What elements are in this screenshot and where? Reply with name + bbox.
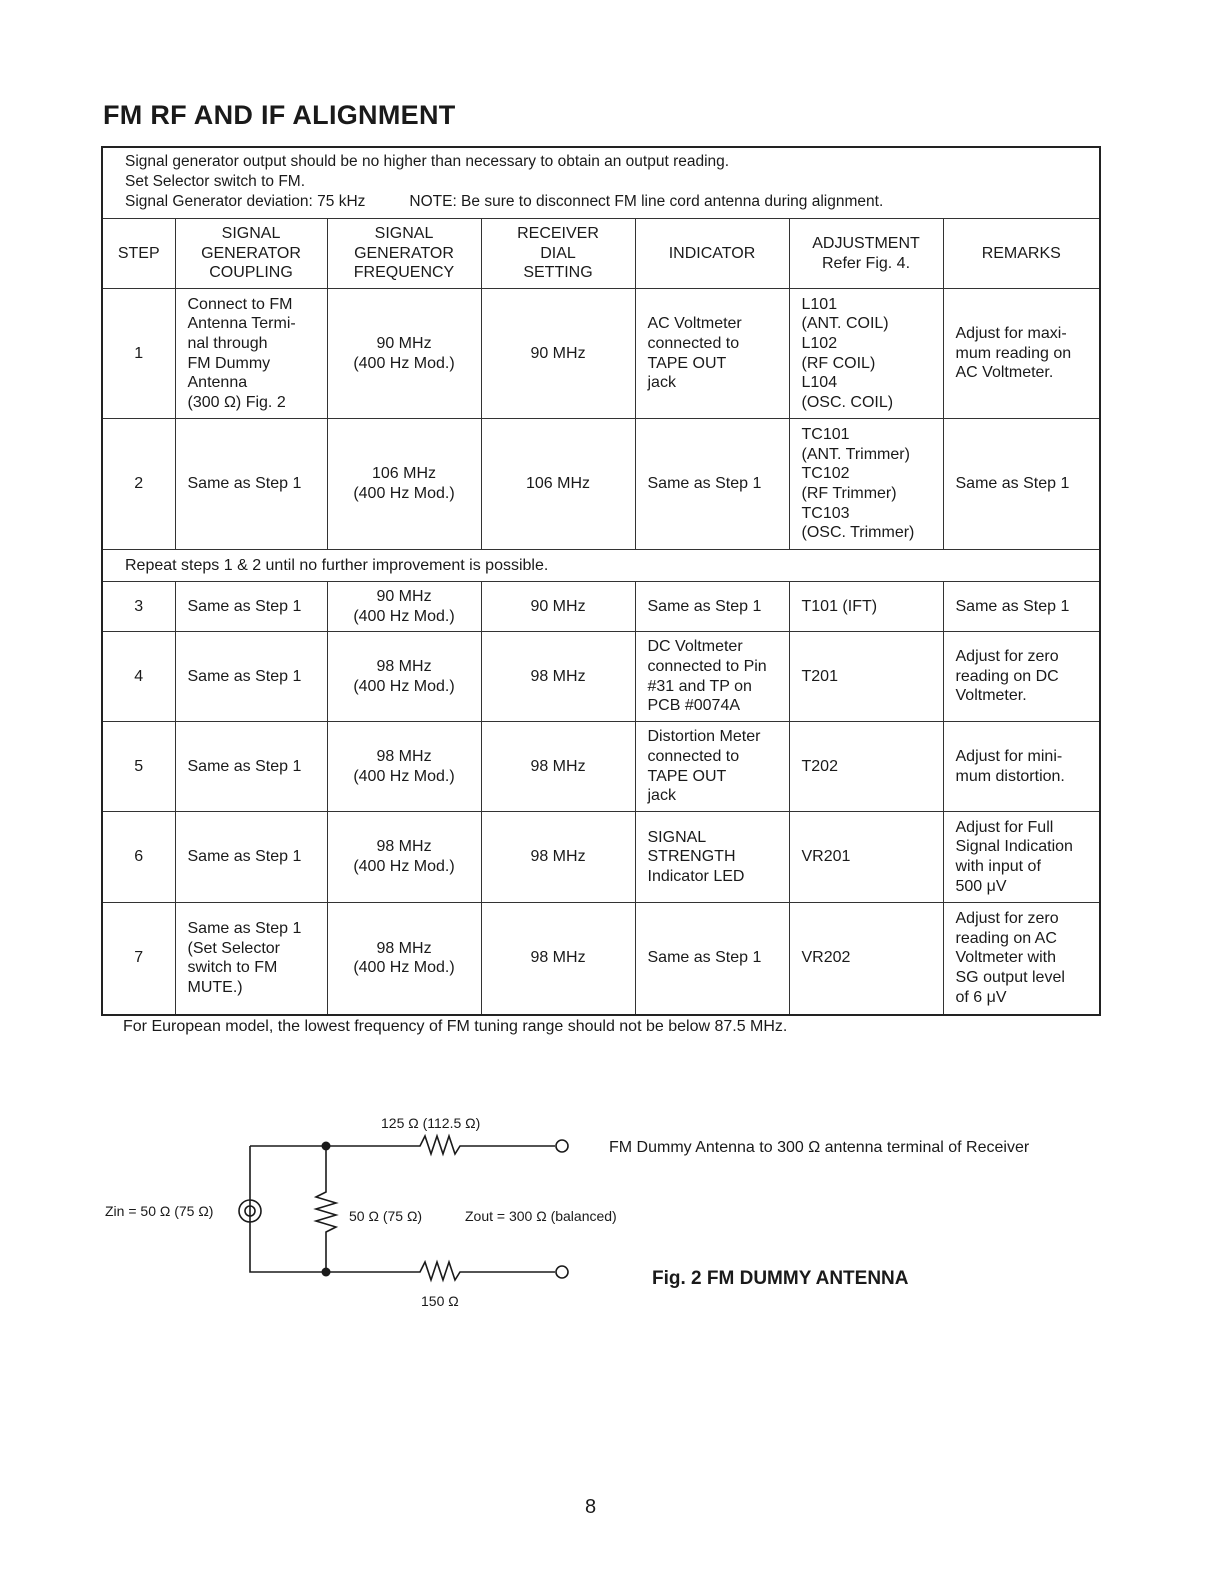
cell-dial: 98 MHz [481, 632, 635, 722]
cell-indicator: DC Voltmeter connected to Pin #31 and TP on PCB #0074A [635, 632, 789, 722]
table-span-row [103, 550, 1099, 582]
cell-coupling: Same as Step 1 [175, 812, 327, 903]
table-row [103, 903, 1099, 1014]
page-number: 8 [585, 1496, 597, 1518]
cell-remarks: Same as Step 1 [943, 582, 1099, 632]
cell-dial: 98 MHz [481, 722, 635, 812]
cell-adjustment: T202 [789, 722, 943, 812]
cell-step: 1 [103, 289, 175, 419]
cell-remarks: Adjust for zero reading on AC Voltmeter with SG output level of 6 μV [943, 903, 1099, 1014]
cell-remarks: Adjust for maxi- mum reading on AC Voltmeter. [943, 289, 1099, 419]
output-terminal-bottom [556, 1266, 568, 1278]
cell-adjustment: L101 (ANT. COIL) L102 (RF COIL) L104 (OSC. COIL) [789, 289, 943, 419]
table-row [103, 289, 1099, 419]
cell-indicator: Same as Step 1 [635, 419, 789, 550]
header-coupling: SIGNAL GENERATOR COUPLING [175, 219, 327, 289]
instruction-notes [103, 148, 1099, 218]
header-dial-setting: RECEIVER DIAL SETTING [481, 219, 635, 289]
cell-frequency: 98 MHz (400 Hz Mod.) [327, 632, 481, 722]
cell-adjustment: VR201 [789, 812, 943, 903]
note-deviation [125, 192, 1089, 212]
label-zin: Zin = 50 Ω (75 Ω) [105, 1203, 214, 1219]
repeat-steps-note: Repeat steps 1 & 2 until no further improvement is possible. [103, 550, 1099, 582]
cell-remarks: Adjust for mini- mum distortion. [943, 722, 1099, 812]
cell-frequency: 90 MHz (400 Hz Mod.) [327, 582, 481, 632]
header-remarks: REMARKS [943, 219, 1099, 289]
label-r-top: 125 Ω (112.5 Ω) [381, 1115, 481, 1131]
cell-adjustment: T201 [789, 632, 943, 722]
table-row [103, 632, 1099, 722]
figure-caption: Fig. 2 FM DUMMY ANTENNA [652, 1268, 909, 1289]
label-zout: Zout = 300 Ω (balanced) [465, 1208, 617, 1224]
resistor-top-symbol [326, 1136, 555, 1154]
junction-bottom [322, 1268, 331, 1277]
table-row [103, 722, 1099, 812]
cell-indicator: Same as Step 1 [635, 582, 789, 632]
cell-frequency: 90 MHz (400 Hz Mod.) [327, 289, 481, 419]
cell-adjustment: VR202 [789, 903, 943, 1014]
output-terminal-top [556, 1140, 568, 1152]
page-title: FM RF AND IF ALIGNMENT [103, 100, 456, 130]
cell-frequency: 98 MHz (400 Hz Mod.) [327, 722, 481, 812]
cell-adjustment: TC101 (ANT. Trimmer) TC102 (RF Trimmer) TC103 (OSC. Trimmer) [789, 419, 943, 550]
cell-step: 6 [103, 812, 175, 903]
header-step: STEP [103, 219, 175, 289]
cell-frequency: 106 MHz (400 Hz Mod.) [327, 419, 481, 550]
cell-step: 3 [103, 582, 175, 632]
cell-indicator: Same as Step 1 [635, 903, 789, 1014]
cell-coupling: Same as Step 1 [175, 419, 327, 550]
cell-indicator: Distortion Meter connected to TAPE OUT jack [635, 722, 789, 812]
european-model-footnote: For European model, the lowest frequency of FM tuning range should not be below 87.5 MHz. [123, 1018, 788, 1035]
label-r-bottom: 150 Ω [421, 1293, 459, 1309]
note-output-level: Signal generator output should be no higher than necessary to obtain an output reading. [125, 153, 730, 170]
alignment-table [103, 218, 1099, 1014]
junction-top [322, 1142, 331, 1151]
alignment-table-frame [101, 146, 1101, 1016]
cell-adjustment: T101 (IFT) [789, 582, 943, 632]
resistor-shunt-symbol [316, 1146, 336, 1272]
fm-dummy-antenna-schematic [0, 1090, 1225, 1330]
table-row [103, 419, 1099, 550]
label-r-shunt: 50 Ω (75 Ω) [349, 1208, 423, 1224]
header-frequency: SIGNAL GENERATOR FREQUENCY [327, 219, 481, 289]
cell-step: 2 [103, 419, 175, 550]
cell-remarks: Adjust for Full Signal Indication with input of 500 μV [943, 812, 1099, 903]
cell-dial: 90 MHz [481, 582, 635, 632]
table-row [103, 582, 1099, 632]
cell-frequency: 98 MHz (400 Hz Mod.) [327, 903, 481, 1014]
cell-coupling: Same as Step 1 (Set Selector switch to FM MUTE.) [175, 903, 327, 1014]
header-adjustment: ADJUSTMENT Refer Fig. 4. [789, 219, 943, 289]
cell-step: 5 [103, 722, 175, 812]
cell-coupling: Same as Step 1 [175, 722, 327, 812]
cell-step: 7 [103, 903, 175, 1014]
cell-dial: 98 MHz [481, 812, 635, 903]
label-dummy-antenna-desc: FM Dummy Antenna to 300 Ω antenna terminal of Receiver [609, 1139, 1030, 1156]
table-row [103, 812, 1099, 903]
cell-dial: 90 MHz [481, 289, 635, 419]
cell-frequency: 98 MHz (400 Hz Mod.) [327, 812, 481, 903]
table-header-row [103, 219, 1099, 289]
cell-dial: 98 MHz [481, 903, 635, 1014]
cell-step: 4 [103, 632, 175, 722]
cell-remarks: Adjust for zero reading on DC Voltmeter. [943, 632, 1099, 722]
cell-coupling: Connect to FM Antenna Termi- nal through FM Dummy Antenna (300 Ω) Fig. 2 [175, 289, 327, 419]
cell-indicator: AC Voltmeter connected to TAPE OUT jack [635, 289, 789, 419]
header-indicator: INDICATOR [635, 219, 789, 289]
note-deviation-value: Signal Generator deviation: 75 kHz [125, 193, 366, 210]
note-selector: Set Selector switch to FM. [125, 173, 306, 190]
resistor-bottom-symbol [326, 1262, 555, 1280]
cell-indicator: SIGNAL STRENGTH Indicator LED [635, 812, 789, 903]
cell-dial: 106 MHz [481, 419, 635, 550]
cell-coupling: Same as Step 1 [175, 632, 327, 722]
cell-coupling: Same as Step 1 [175, 582, 327, 632]
note-disconnect-antenna: NOTE: Be sure to disconnect FM line cord antenna during alignment. [409, 193, 884, 210]
cell-remarks: Same as Step 1 [943, 419, 1099, 550]
